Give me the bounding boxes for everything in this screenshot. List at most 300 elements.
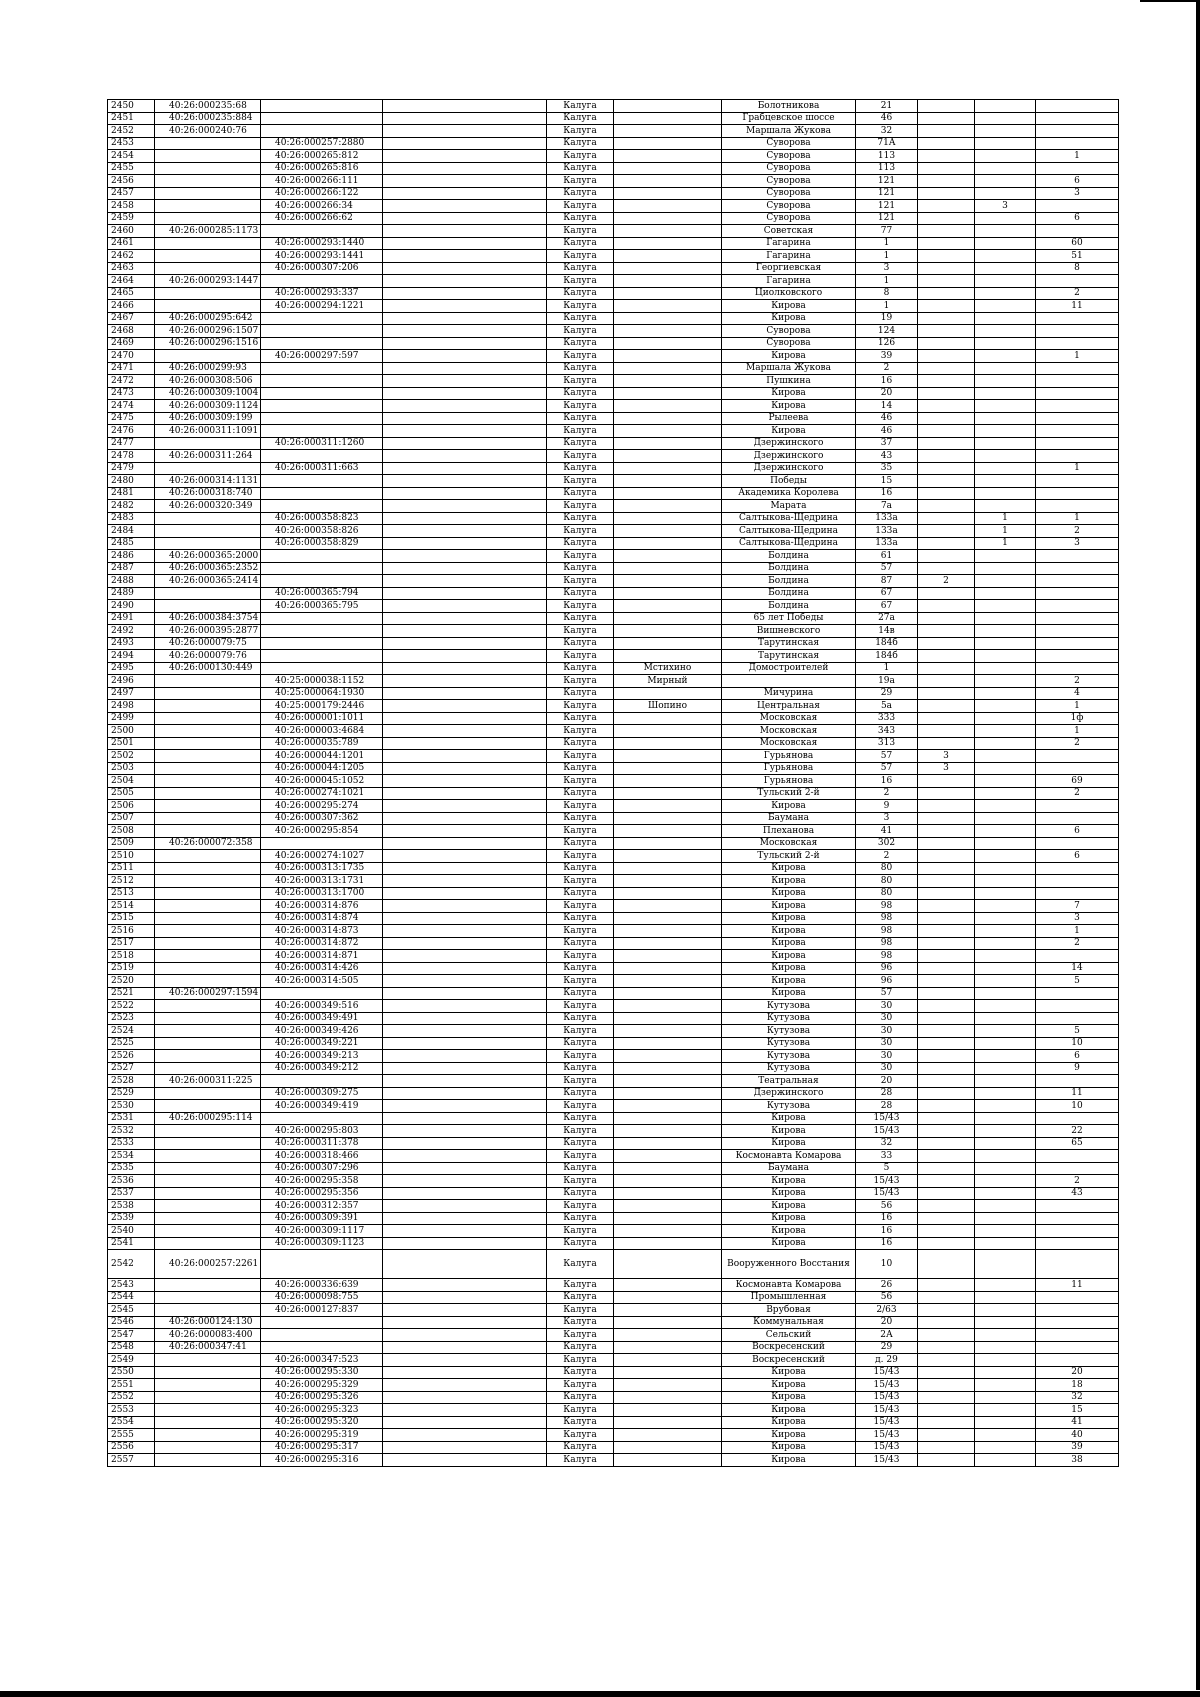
cadastral-number-cell	[155, 812, 261, 825]
table-row	[108, 700, 1119, 713]
cadastral-number-2-cell: 40:26:000127:837	[261, 1304, 383, 1317]
city-cell: Калуга	[547, 362, 614, 375]
house-cell: 20	[856, 387, 918, 400]
street-cell: Плеханова	[722, 825, 856, 838]
cadastral-number-2-cell: 40:26:000295:317	[261, 1441, 383, 1454]
house-cell: 56	[856, 1200, 918, 1213]
corpus-cell	[975, 675, 1036, 688]
house-cell: 113	[856, 162, 918, 175]
locality-cell	[614, 1366, 722, 1379]
cadastral-number-cell: 40:26:000365:2414	[155, 575, 261, 588]
row-number-cell: 2539	[108, 1212, 155, 1225]
locality-cell	[614, 1212, 722, 1225]
house-cell: 15/43	[856, 1391, 918, 1404]
building-cell	[918, 1150, 975, 1163]
house-cell: 61	[856, 550, 918, 563]
locality-cell	[614, 387, 722, 400]
apartment-cell	[1036, 600, 1119, 613]
apartment-cell: 1ф	[1036, 712, 1119, 725]
apartment-cell: 18	[1036, 1379, 1119, 1392]
row-number-cell: 2517	[108, 937, 155, 950]
house-cell: 5а	[856, 700, 918, 713]
cadastral-number-cell: 40:26:000309:1124	[155, 400, 261, 413]
table-row	[108, 550, 1119, 563]
locality-cell	[614, 1037, 722, 1050]
apartment-cell: 11	[1036, 1087, 1119, 1100]
street-cell: Пушкина	[722, 375, 856, 388]
building-cell	[918, 600, 975, 613]
city-cell: Калуга	[547, 300, 614, 313]
apartment-cell	[1036, 312, 1119, 325]
row-number-cell: 2498	[108, 700, 155, 713]
locality-cell	[614, 925, 722, 938]
corpus-cell	[975, 1137, 1036, 1150]
table-row	[108, 925, 1119, 938]
blank-cell	[383, 1212, 547, 1225]
cadastral-number-cell	[155, 825, 261, 838]
apartment-cell: 6	[1036, 850, 1119, 863]
table-row	[108, 1354, 1119, 1367]
row-number-cell: 2514	[108, 900, 155, 913]
building-cell	[918, 1279, 975, 1292]
house-cell: 15/43	[856, 1112, 918, 1125]
apartment-cell	[1036, 1250, 1119, 1279]
table-row	[108, 287, 1119, 300]
cadastral-number-2-cell: 40:26:000309:275	[261, 1087, 383, 1100]
corpus-cell	[975, 1429, 1036, 1442]
street-cell: Кутузова	[722, 1037, 856, 1050]
cadastral-number-cell	[155, 1050, 261, 1063]
cadastral-number-cell	[155, 1441, 261, 1454]
house-cell: 2А	[856, 1329, 918, 1342]
row-number-cell: 2470	[108, 350, 155, 363]
city-cell: Калуга	[547, 1316, 614, 1329]
apartment-cell	[1036, 650, 1119, 663]
row-number-cell: 2523	[108, 1012, 155, 1025]
row-number-cell: 2463	[108, 262, 155, 275]
cadastral-number-cell	[155, 600, 261, 613]
cadastral-number-2-cell: 40:26:000257:2880	[261, 137, 383, 150]
table-row	[108, 500, 1119, 513]
corpus-cell	[975, 412, 1036, 425]
cadastral-number-cell	[155, 800, 261, 813]
cadastral-number-cell: 40:26:000296:1507	[155, 325, 261, 338]
blank-cell	[383, 1366, 547, 1379]
cadastral-number-cell	[155, 1366, 261, 1379]
corpus-cell	[975, 325, 1036, 338]
street-cell: Вооруженного Восстания	[722, 1250, 856, 1279]
corpus-cell	[975, 687, 1036, 700]
blank-cell	[383, 1391, 547, 1404]
locality-cell	[614, 537, 722, 550]
apartment-cell: 60	[1036, 237, 1119, 250]
corpus-cell	[975, 250, 1036, 263]
blank-cell	[383, 912, 547, 925]
table-row	[108, 1454, 1119, 1467]
corpus-cell	[975, 387, 1036, 400]
apartment-cell: 41	[1036, 1416, 1119, 1429]
city-cell: Калуга	[547, 550, 614, 563]
apartment-cell: 14	[1036, 962, 1119, 975]
cadastral-number-2-cell: 40:26:000295:330	[261, 1366, 383, 1379]
house-cell: 14в	[856, 625, 918, 638]
row-number-cell: 2472	[108, 375, 155, 388]
blank-cell	[383, 125, 547, 138]
cadastral-number-2-cell	[261, 100, 383, 113]
locality-cell	[614, 812, 722, 825]
locality-cell	[614, 900, 722, 913]
corpus-cell	[975, 475, 1036, 488]
building-cell: 2	[918, 575, 975, 588]
corpus-cell	[975, 825, 1036, 838]
corpus-cell	[975, 712, 1036, 725]
row-number-cell: 2518	[108, 950, 155, 963]
cadastral-number-cell	[155, 1200, 261, 1213]
city-cell: Калуга	[547, 700, 614, 713]
house-cell: 30	[856, 1050, 918, 1063]
street-cell: Суворова	[722, 212, 856, 225]
table-row	[108, 687, 1119, 700]
table-row	[108, 612, 1119, 625]
row-number-cell: 2479	[108, 462, 155, 475]
locality-cell	[614, 475, 722, 488]
city-cell: Калуга	[547, 600, 614, 613]
corpus-cell	[975, 337, 1036, 350]
apartment-cell	[1036, 200, 1119, 213]
city-cell: Калуга	[547, 925, 614, 938]
locality-cell	[614, 1354, 722, 1367]
cadastral-number-cell	[155, 1237, 261, 1250]
blank-cell	[383, 1125, 547, 1138]
row-number-cell: 2534	[108, 1150, 155, 1163]
blank-cell	[383, 900, 547, 913]
table-row	[108, 125, 1119, 138]
row-number-cell: 2487	[108, 562, 155, 575]
blank-cell	[383, 737, 547, 750]
locality-cell	[614, 437, 722, 450]
apartment-cell	[1036, 950, 1119, 963]
street-cell: Гагарина	[722, 275, 856, 288]
building-cell	[918, 562, 975, 575]
building-cell	[918, 725, 975, 738]
house-cell: 21	[856, 100, 918, 113]
row-number-cell: 2538	[108, 1200, 155, 1213]
cadastral-number-2-cell	[261, 1250, 383, 1279]
corpus-cell	[975, 487, 1036, 500]
locality-cell	[614, 300, 722, 313]
street-cell: Воскресенский	[722, 1341, 856, 1354]
cadastral-number-2-cell: 40:25:000064:1930	[261, 687, 383, 700]
apartment-cell	[1036, 362, 1119, 375]
building-cell	[918, 187, 975, 200]
cadastral-number-cell: 40:26:000079:75	[155, 637, 261, 650]
row-number-cell: 2550	[108, 1366, 155, 1379]
building-cell	[918, 112, 975, 125]
apartment-cell: 1	[1036, 700, 1119, 713]
row-number-cell: 2484	[108, 525, 155, 538]
city-cell: Калуга	[547, 1341, 614, 1354]
cadastral-number-2-cell: 40:26:000307:206	[261, 262, 383, 275]
blank-cell	[383, 1404, 547, 1417]
building-cell	[918, 1100, 975, 1113]
blank-cell	[383, 837, 547, 850]
table-row	[108, 1291, 1119, 1304]
cadastral-number-2-cell: 40:25:000179:2446	[261, 700, 383, 713]
city-cell: Калуга	[547, 500, 614, 513]
cadastral-number-2-cell: 40:26:000295:316	[261, 1454, 383, 1467]
corpus-cell: 1	[975, 525, 1036, 538]
street-cell: Гурьянова	[722, 775, 856, 788]
cadastral-number-cell	[155, 1175, 261, 1188]
street-cell: Кирова	[722, 1175, 856, 1188]
row-number-cell: 2555	[108, 1429, 155, 1442]
street-cell: Гагарина	[722, 237, 856, 250]
blank-cell	[383, 1112, 547, 1125]
city-cell: Калуга	[547, 350, 614, 363]
apartment-cell	[1036, 437, 1119, 450]
table-row	[108, 1075, 1119, 1088]
building-cell	[918, 962, 975, 975]
house-cell: 184б	[856, 637, 918, 650]
cadastral-number-2-cell	[261, 337, 383, 350]
house-cell: 96	[856, 962, 918, 975]
building-cell	[918, 500, 975, 513]
row-number-cell: 2546	[108, 1316, 155, 1329]
cadastral-number-2-cell: 40:26:000365:794	[261, 587, 383, 600]
house-cell: 39	[856, 350, 918, 363]
cadastral-number-2-cell: 40:26:000314:426	[261, 962, 383, 975]
blank-cell	[383, 850, 547, 863]
apartment-cell	[1036, 475, 1119, 488]
row-number-cell: 2497	[108, 687, 155, 700]
house-cell: 10	[856, 1250, 918, 1279]
city-cell: Калуга	[547, 625, 614, 638]
city-cell: Калуга	[547, 250, 614, 263]
street-cell: Кирова	[722, 1125, 856, 1138]
corpus-cell	[975, 1316, 1036, 1329]
house-cell: 20	[856, 1075, 918, 1088]
city-cell: Калуга	[547, 1329, 614, 1342]
city-cell: Калуга	[547, 937, 614, 950]
cadastral-number-2-cell: 40:26:000295:803	[261, 1125, 383, 1138]
row-number-cell: 2548	[108, 1341, 155, 1354]
row-number-cell: 2466	[108, 300, 155, 313]
corpus-cell	[975, 287, 1036, 300]
building-cell	[918, 337, 975, 350]
corpus-cell	[975, 887, 1036, 900]
apartment-cell: 1	[1036, 350, 1119, 363]
city-cell: Калуга	[547, 1404, 614, 1417]
cadastral-number-cell	[155, 725, 261, 738]
house-cell: 15/43	[856, 1187, 918, 1200]
blank-cell	[383, 1329, 547, 1342]
cadastral-number-2-cell: 40:26:000365:795	[261, 600, 383, 613]
cadastral-number-2-cell: 40:26:000293:1441	[261, 250, 383, 263]
city-cell: Калуга	[547, 750, 614, 763]
building-cell	[918, 662, 975, 675]
table-row	[108, 862, 1119, 875]
house-cell: 57	[856, 562, 918, 575]
apartment-cell: 1	[1036, 925, 1119, 938]
locality-cell	[614, 1429, 722, 1442]
apartment-cell: 6	[1036, 175, 1119, 188]
cadastral-number-2-cell: 40:26:000318:466	[261, 1150, 383, 1163]
table-row	[108, 1329, 1119, 1342]
street-cell: Салтыкова-Щедрина	[722, 525, 856, 538]
house-cell: 2/63	[856, 1304, 918, 1317]
cadastral-number-cell: 40:26:000384:3754	[155, 612, 261, 625]
house-cell: 133а	[856, 525, 918, 538]
house-cell: 15/43	[856, 1416, 918, 1429]
cadastral-number-2-cell: 40:26:000274:1027	[261, 850, 383, 863]
building-cell	[918, 1075, 975, 1088]
corpus-cell	[975, 450, 1036, 463]
city-cell: Калуга	[547, 800, 614, 813]
table-row	[108, 800, 1119, 813]
apartment-cell	[1036, 1316, 1119, 1329]
cadastral-number-cell: 40:26:000365:2352	[155, 562, 261, 575]
cadastral-number-cell	[155, 1187, 261, 1200]
building-cell	[918, 625, 975, 638]
street-cell: Суворова	[722, 162, 856, 175]
street-cell: Маршала Жукова	[722, 362, 856, 375]
blank-cell	[383, 687, 547, 700]
row-number-cell: 2504	[108, 775, 155, 788]
house-cell: 41	[856, 825, 918, 838]
cadastral-number-2-cell: 40:26:000274:1021	[261, 787, 383, 800]
blank-cell	[383, 275, 547, 288]
street-cell: Салтыкова-Щедрина	[722, 537, 856, 550]
blank-cell	[383, 375, 547, 388]
city-cell: Калуга	[547, 687, 614, 700]
building-cell	[918, 100, 975, 113]
table-row	[108, 1441, 1119, 1454]
house-cell: д. 29	[856, 1354, 918, 1367]
locality-cell	[614, 850, 722, 863]
cadastral-number-2-cell	[261, 575, 383, 588]
street-cell: Болдина	[722, 562, 856, 575]
cadastral-number-2-cell	[261, 1329, 383, 1342]
city-cell: Калуга	[547, 862, 614, 875]
cadastral-number-cell	[155, 937, 261, 950]
cadastral-number-cell	[155, 1100, 261, 1113]
apartment-cell: 6	[1036, 825, 1119, 838]
table-row	[108, 462, 1119, 475]
row-number-cell: 2512	[108, 875, 155, 888]
apartment-cell: 2	[1036, 287, 1119, 300]
row-number-cell: 2459	[108, 212, 155, 225]
city-cell: Калуга	[547, 225, 614, 238]
row-number-cell: 2473	[108, 387, 155, 400]
building-cell	[918, 912, 975, 925]
cadastral-number-cell	[155, 200, 261, 213]
locality-cell	[614, 962, 722, 975]
house-cell: 184б	[856, 650, 918, 663]
street-cell: Болдина	[722, 575, 856, 588]
row-number-cell: 2531	[108, 1112, 155, 1125]
locality-cell	[614, 1304, 722, 1317]
building-cell	[918, 587, 975, 600]
apartment-cell	[1036, 1291, 1119, 1304]
house-cell: 16	[856, 775, 918, 788]
table-row	[108, 962, 1119, 975]
cadastral-number-2-cell: 40:26:000336:639	[261, 1279, 383, 1292]
apartment-cell	[1036, 1354, 1119, 1367]
apartment-cell	[1036, 800, 1119, 813]
table-row	[108, 212, 1119, 225]
cadastral-number-cell	[155, 1354, 261, 1367]
cadastral-number-2-cell: 40:26:000314:505	[261, 975, 383, 988]
cadastral-number-cell	[155, 900, 261, 913]
corpus-cell	[975, 112, 1036, 125]
city-cell: Калуга	[547, 1237, 614, 1250]
locality-cell	[614, 600, 722, 613]
locality-cell	[614, 725, 722, 738]
row-number-cell: 2491	[108, 612, 155, 625]
row-number-cell: 2488	[108, 575, 155, 588]
corpus-cell	[975, 1212, 1036, 1225]
cadastral-number-2-cell	[261, 650, 383, 663]
apartment-cell: 6	[1036, 1050, 1119, 1063]
apartment-cell	[1036, 1075, 1119, 1088]
row-number-cell: 2553	[108, 1404, 155, 1417]
locality-cell	[614, 1012, 722, 1025]
house-cell: 30	[856, 1012, 918, 1025]
apartment-cell: 40	[1036, 1429, 1119, 1442]
table-row	[108, 137, 1119, 150]
cadastral-number-2-cell: 40:26:000265:812	[261, 150, 383, 163]
house-cell: 98	[856, 925, 918, 938]
blank-cell	[383, 637, 547, 650]
city-cell: Калуга	[547, 575, 614, 588]
city-cell: Калуга	[547, 1250, 614, 1279]
city-cell: Калуга	[547, 1454, 614, 1467]
locality-cell	[614, 837, 722, 850]
corpus-cell	[975, 300, 1036, 313]
locality-cell	[614, 525, 722, 538]
cadastral-number-2-cell: 40:26:000349:213	[261, 1050, 383, 1063]
table-row	[108, 1112, 1119, 1125]
row-number-cell: 2492	[108, 625, 155, 638]
row-number-cell: 2519	[108, 962, 155, 975]
corpus-cell	[975, 1012, 1036, 1025]
house-cell: 121	[856, 187, 918, 200]
blank-cell	[383, 1062, 547, 1075]
blank-cell	[383, 775, 547, 788]
blank-cell	[383, 887, 547, 900]
table-row	[108, 750, 1119, 763]
table-row	[108, 912, 1119, 925]
building-cell	[918, 675, 975, 688]
blank-cell	[383, 300, 547, 313]
table-row	[108, 1416, 1119, 1429]
corpus-cell	[975, 1237, 1036, 1250]
locality-cell	[614, 800, 722, 813]
corpus-cell	[975, 1187, 1036, 1200]
corpus-cell	[975, 575, 1036, 588]
corpus-cell	[975, 500, 1036, 513]
house-cell: 9	[856, 800, 918, 813]
row-number-cell: 2510	[108, 850, 155, 863]
street-cell: Победы	[722, 475, 856, 488]
locality-cell	[614, 262, 722, 275]
street-cell: Кирова	[722, 312, 856, 325]
building-cell	[918, 1304, 975, 1317]
city-cell: Калуга	[547, 412, 614, 425]
row-number-cell: 2515	[108, 912, 155, 925]
corpus-cell	[975, 162, 1036, 175]
apartment-cell	[1036, 1200, 1119, 1213]
